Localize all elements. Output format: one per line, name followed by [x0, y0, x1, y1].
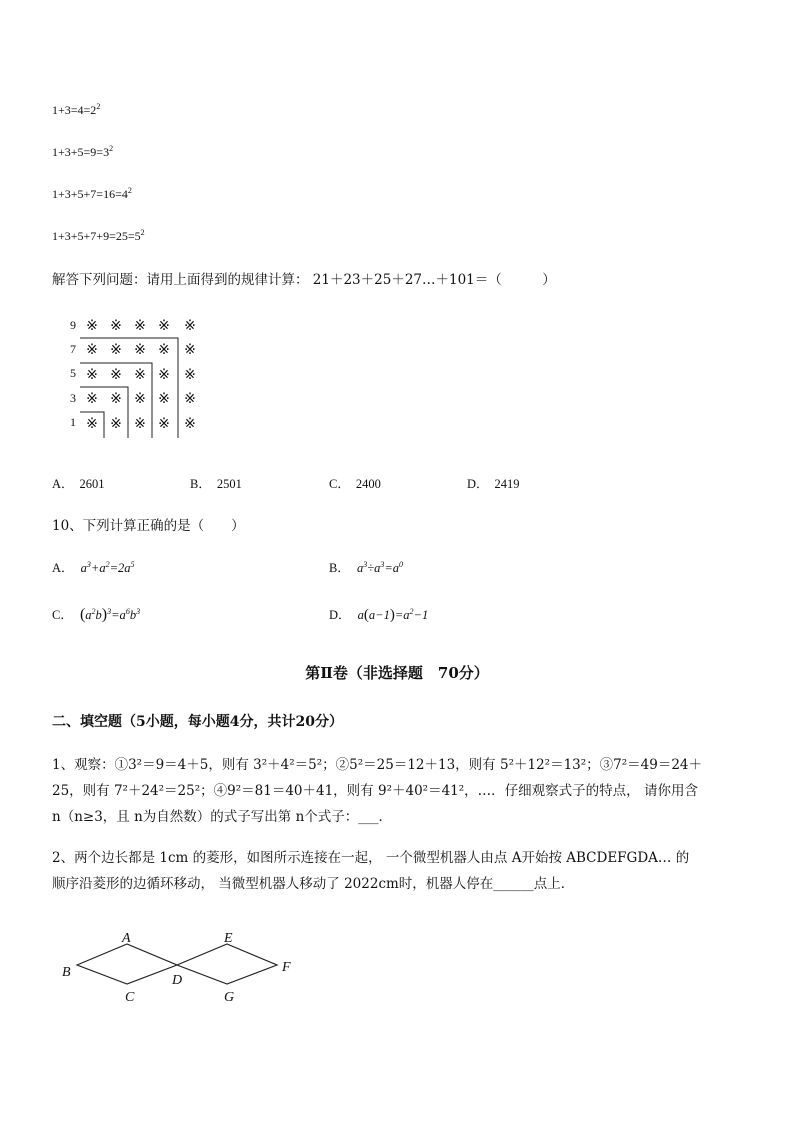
grid-symbol: ※ — [110, 391, 122, 407]
grid-symbol: ※ — [158, 416, 170, 432]
grid-symbol: ※ — [86, 318, 98, 334]
row-label-5: 5 — [70, 366, 76, 380]
q10-choice-c[interactable] — [52, 605, 140, 624]
choice-value: 2400 — [355, 477, 381, 491]
grid-symbol: ※ — [158, 318, 170, 334]
grid-symbol: ※ — [158, 342, 170, 358]
odd-number-grid-figure — [62, 316, 212, 441]
fill2-line-1: 2、两个边长都是 1cm 的菱形，如图所示连接在一起， 一个微型机器人由点 A开始按 ABCDEFGDA… 的 — [52, 850, 690, 866]
grid-symbol: ※ — [184, 391, 196, 407]
grid-symbol: ※ — [110, 342, 122, 358]
formula-1-exponent: 2 — [96, 102, 101, 111]
grid-symbol: ※ — [184, 367, 196, 383]
formula-4-exponent: 2 — [140, 228, 145, 237]
grid-symbol: ※ — [158, 367, 170, 383]
q10-title: 10、下列计算正确的是（ ） — [52, 518, 245, 534]
formula-3-text: 1+3+5+7=16=4 — [52, 187, 128, 201]
choice-value: 2419 — [494, 477, 520, 491]
q10-choice-a[interactable] — [52, 558, 135, 576]
formula-3 — [52, 187, 132, 202]
grid-symbol: ※ — [110, 367, 122, 383]
grid-symbol: ※ — [110, 416, 122, 432]
grid-symbol: ※ — [86, 391, 98, 407]
fill2-line-2: 顺序沿菱形的边循环移动， 当微型机器人移动了 2022cm时，机器人停在______点上． — [52, 876, 575, 892]
q9-prompt: 解答下列问题：请用上面得到的规律计算： 21＋23＋25＋27…＋101＝（ ） — [52, 272, 556, 288]
grid-symbol: ※ — [86, 416, 98, 432]
row-label-3: 3 — [70, 391, 76, 405]
point-label-d: D — [172, 973, 183, 988]
formula-2-exponent: 2 — [109, 144, 114, 153]
formula-1-text: 1+3=4=2 — [52, 103, 97, 117]
choice-letter: B． — [329, 561, 350, 575]
choice-value: 2601 — [79, 477, 105, 491]
q10-b-expression: $a^3\div a^3=a^0$ — [356, 559, 404, 575]
grid-symbol: ※ — [184, 342, 196, 358]
formula-4 — [52, 229, 145, 244]
fill-in-subheading: 二、填空题（5小题，每小题4分，共计20分） — [52, 714, 343, 730]
point-label-b: B — [62, 965, 71, 980]
grid-symbol: ※ — [110, 318, 122, 334]
row-label-7: 7 — [70, 342, 76, 356]
row-label-1: 1 — [70, 415, 76, 429]
grid-symbol: ※ — [134, 367, 146, 383]
q10-c-expression: $(a^2b)^3=a^6b^3$ — [79, 606, 141, 623]
q10-a-expression: $a^3+a^2=2a^5$ — [80, 559, 135, 575]
fill1-line-1: 1、观察：①3²＝9＝4＋5，则有 3²＋4²＝5²；②5²＝25＝12＋13，则有 5²＋12²＝13²；③7²＝49＝24＋ — [52, 757, 703, 773]
formula-1 — [52, 103, 100, 118]
q10-choice-d[interactable] — [329, 605, 428, 624]
q9-choice-a[interactable] — [52, 474, 105, 492]
grid-symbol: ※ — [184, 318, 196, 334]
point-label-g: G — [224, 990, 235, 1005]
left-rhombus — [77, 944, 177, 984]
rhombus-figure — [50, 920, 310, 1010]
choice-letter: B． — [190, 477, 211, 491]
choice-value: 2501 — [216, 477, 242, 491]
choice-letter: D． — [467, 477, 489, 491]
point-label-f: F — [282, 960, 291, 975]
choice-letter: A． — [52, 561, 74, 575]
point-label-e: E — [224, 931, 233, 946]
q10-d-expression: $a(a-1)=a^2-1$ — [357, 606, 429, 623]
grid-symbol: ※ — [134, 342, 146, 358]
fill1-line-3: n（n≥3，且 n为自然数）的式子写出第 n个式子：___． — [52, 809, 393, 825]
grid-symbol: ※ — [134, 416, 146, 432]
grid-symbol: ※ — [134, 318, 146, 334]
q9-choice-b[interactable] — [190, 474, 242, 492]
grid-symbol: ※ — [86, 342, 98, 358]
right-rhombus — [177, 944, 277, 984]
choice-letter: C． — [52, 608, 73, 622]
fill1-line-2: 25，则有 7²＋24²＝25²；④9²＝81＝40＋41，则有 9²＋40²＝41²，…．仔细观察式子的特点， 请你用含 — [52, 783, 698, 799]
q9-choice-d[interactable] — [467, 474, 520, 492]
grid-symbol: ※ — [86, 367, 98, 383]
choice-letter: D． — [329, 608, 351, 622]
choice-letter: A． — [52, 477, 74, 491]
point-label-c: C — [125, 990, 135, 1005]
formula-3-exponent: 2 — [127, 186, 132, 195]
q10-choice-b[interactable] — [329, 558, 403, 576]
fill-question-1 — [52, 752, 742, 830]
formula-2 — [52, 145, 113, 160]
q9-choice-c[interactable] — [329, 474, 381, 492]
fill-question-2 — [52, 845, 742, 897]
point-label-a: A — [122, 931, 131, 946]
grid-symbol: ※ — [184, 416, 196, 432]
grid-symbol: ※ — [134, 391, 146, 407]
section-heading: 第Ⅱ卷（非选择题 70分） — [305, 664, 489, 682]
formula-2-text: 1+3+5=9=3 — [52, 145, 110, 159]
row-label-9: 9 — [70, 318, 76, 332]
grid-symbol: ※ — [158, 391, 170, 407]
choice-letter: C． — [329, 477, 350, 491]
formula-4-text: 1+3+5+7+9=25=5 — [52, 229, 141, 243]
